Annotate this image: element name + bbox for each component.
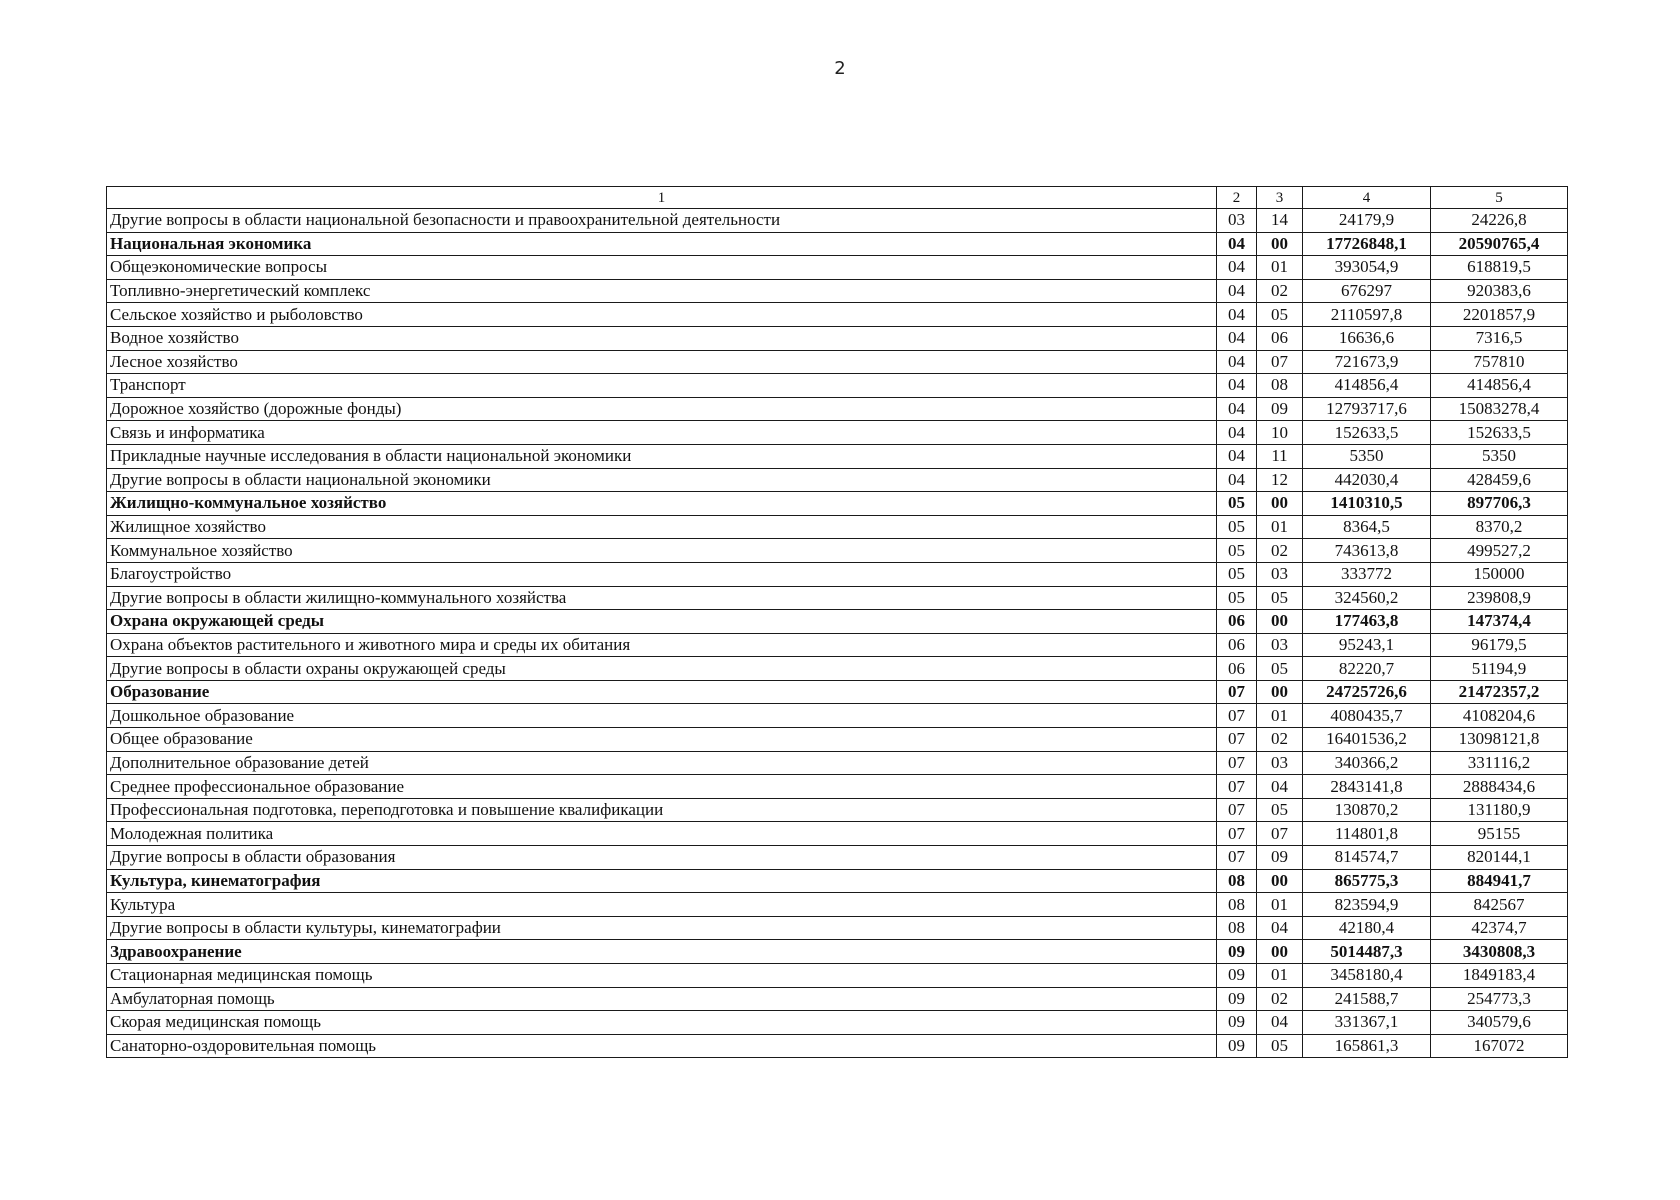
row-name-cell: Связь и информатика <box>107 421 1217 445</box>
row-name-cell: Образование <box>107 680 1217 704</box>
row-section-code-cell: 04 <box>1217 326 1257 350</box>
row-name-cell: Национальная экономика <box>107 232 1217 256</box>
row-name-cell: Лесное хозяйство <box>107 350 1217 374</box>
table-section-row <box>107 940 1568 964</box>
row-name-cell: Профессиональная подготовка, переподготовка и повышение квалификации <box>107 798 1217 822</box>
row-subsection-code-cell: 04 <box>1257 916 1303 940</box>
row-subsection-code-cell: 11 <box>1257 444 1303 468</box>
table-section-row <box>107 610 1568 634</box>
row-subsection-code-cell: 06 <box>1257 326 1303 350</box>
row-subsection-code-cell: 05 <box>1257 798 1303 822</box>
row-section-code-cell: 06 <box>1217 657 1257 681</box>
row-value-col4-cell: 865775,3 <box>1303 869 1431 893</box>
row-value-col4-cell: 814574,7 <box>1303 846 1431 870</box>
row-value-col4-cell: 8364,5 <box>1303 515 1431 539</box>
row-value-col5-cell: 150000 <box>1431 562 1568 586</box>
row-value-col5-cell: 152633,5 <box>1431 421 1568 445</box>
table-body <box>107 209 1568 1058</box>
row-name-cell: Другие вопросы в области охраны окружающей среды <box>107 657 1217 681</box>
row-name-cell: Дорожное хозяйство (дорожные фонды) <box>107 397 1217 421</box>
row-subsection-code-cell: 01 <box>1257 893 1303 917</box>
row-value-col5-cell: 3430808,3 <box>1431 940 1568 964</box>
table-row <box>107 256 1568 280</box>
row-value-col5-cell: 920383,6 <box>1431 279 1568 303</box>
row-section-code-cell: 09 <box>1217 964 1257 988</box>
row-subsection-code-cell: 04 <box>1257 1011 1303 1035</box>
table-section-row <box>107 492 1568 516</box>
row-value-col5-cell: 20590765,4 <box>1431 232 1568 256</box>
row-section-code-cell: 09 <box>1217 1011 1257 1035</box>
row-name-cell: Общее образование <box>107 728 1217 752</box>
row-value-col5-cell: 24226,8 <box>1431 209 1568 233</box>
row-value-col4-cell: 5014487,3 <box>1303 940 1431 964</box>
row-subsection-code-cell: 01 <box>1257 256 1303 280</box>
row-value-col5-cell: 21472357,2 <box>1431 680 1568 704</box>
row-value-col4-cell: 177463,8 <box>1303 610 1431 634</box>
table-row <box>107 728 1568 752</box>
row-section-code-cell: 07 <box>1217 751 1257 775</box>
row-value-col5-cell: 4108204,6 <box>1431 704 1568 728</box>
page-number: 2 <box>834 58 846 79</box>
row-subsection-code-cell: 01 <box>1257 515 1303 539</box>
row-name-cell: Коммунальное хозяйство <box>107 539 1217 563</box>
row-value-col4-cell: 743613,8 <box>1303 539 1431 563</box>
row-section-code-cell: 07 <box>1217 775 1257 799</box>
table-section-row <box>107 680 1568 704</box>
row-subsection-code-cell: 07 <box>1257 350 1303 374</box>
table-row <box>107 397 1568 421</box>
row-value-col5-cell: 897706,3 <box>1431 492 1568 516</box>
row-subsection-code-cell: 05 <box>1257 1034 1303 1058</box>
row-value-col5-cell: 5350 <box>1431 444 1568 468</box>
row-section-code-cell: 04 <box>1217 374 1257 398</box>
row-subsection-code-cell: 07 <box>1257 822 1303 846</box>
row-value-col4-cell: 24725726,6 <box>1303 680 1431 704</box>
row-section-code-cell: 04 <box>1217 303 1257 327</box>
row-value-col5-cell: 96179,5 <box>1431 633 1568 657</box>
header-col-2: 2 <box>1217 187 1257 209</box>
row-name-cell: Благоустройство <box>107 562 1217 586</box>
row-value-col4-cell: 5350 <box>1303 444 1431 468</box>
row-value-col4-cell: 17726848,1 <box>1303 232 1431 256</box>
row-value-col4-cell: 823594,9 <box>1303 893 1431 917</box>
row-section-code-cell: 05 <box>1217 492 1257 516</box>
row-value-col5-cell: 42374,7 <box>1431 916 1568 940</box>
row-subsection-code-cell: 05 <box>1257 586 1303 610</box>
row-value-col4-cell: 676297 <box>1303 279 1431 303</box>
header-col-3: 3 <box>1257 187 1303 209</box>
row-subsection-code-cell: 02 <box>1257 539 1303 563</box>
table-row <box>107 1011 1568 1035</box>
row-value-col4-cell: 721673,9 <box>1303 350 1431 374</box>
row-subsection-code-cell: 00 <box>1257 610 1303 634</box>
row-section-code-cell: 03 <box>1217 209 1257 233</box>
row-subsection-code-cell: 10 <box>1257 421 1303 445</box>
row-value-col5-cell: 499527,2 <box>1431 539 1568 563</box>
row-value-col4-cell: 2843141,8 <box>1303 775 1431 799</box>
row-name-cell: Другие вопросы в области культуры, кинематографии <box>107 916 1217 940</box>
row-value-col5-cell: 51194,9 <box>1431 657 1568 681</box>
row-subsection-code-cell: 14 <box>1257 209 1303 233</box>
table-row <box>107 916 1568 940</box>
row-name-cell: Общеэкономические вопросы <box>107 256 1217 280</box>
row-value-col4-cell: 331367,1 <box>1303 1011 1431 1035</box>
row-subsection-code-cell: 01 <box>1257 704 1303 728</box>
row-subsection-code-cell: 03 <box>1257 751 1303 775</box>
row-subsection-code-cell: 01 <box>1257 964 1303 988</box>
table-header-row <box>107 187 1568 209</box>
row-value-col4-cell: 82220,7 <box>1303 657 1431 681</box>
table-row <box>107 987 1568 1011</box>
row-subsection-code-cell: 05 <box>1257 657 1303 681</box>
row-name-cell: Стационарная медицинская помощь <box>107 964 1217 988</box>
row-name-cell: Жилищное хозяйство <box>107 515 1217 539</box>
row-value-col5-cell: 340579,6 <box>1431 1011 1568 1035</box>
table-section-row <box>107 869 1568 893</box>
row-value-col4-cell: 340366,2 <box>1303 751 1431 775</box>
row-value-col5-cell: 1849183,4 <box>1431 964 1568 988</box>
table-row <box>107 704 1568 728</box>
row-subsection-code-cell: 05 <box>1257 303 1303 327</box>
row-value-col4-cell: 333772 <box>1303 562 1431 586</box>
row-subsection-code-cell: 00 <box>1257 680 1303 704</box>
row-value-col4-cell: 16401536,2 <box>1303 728 1431 752</box>
row-name-cell: Сельское хозяйство и рыболовство <box>107 303 1217 327</box>
table-row <box>107 515 1568 539</box>
row-value-col4-cell: 393054,9 <box>1303 256 1431 280</box>
row-value-col5-cell: 428459,6 <box>1431 468 1568 492</box>
row-value-col4-cell: 241588,7 <box>1303 987 1431 1011</box>
row-subsection-code-cell: 02 <box>1257 728 1303 752</box>
row-subsection-code-cell: 02 <box>1257 279 1303 303</box>
row-name-cell: Культура, кинематография <box>107 869 1217 893</box>
row-value-col5-cell: 884941,7 <box>1431 869 1568 893</box>
row-section-code-cell: 06 <box>1217 633 1257 657</box>
row-name-cell: Жилищно-коммунальное хозяйство <box>107 492 1217 516</box>
row-value-col4-cell: 152633,5 <box>1303 421 1431 445</box>
table-row <box>107 421 1568 445</box>
header-col-4: 4 <box>1303 187 1431 209</box>
row-subsection-code-cell: 03 <box>1257 562 1303 586</box>
table-row <box>107 1034 1568 1058</box>
row-value-col5-cell: 331116,2 <box>1431 751 1568 775</box>
row-name-cell: Водное хозяйство <box>107 326 1217 350</box>
table-section-row <box>107 232 1568 256</box>
row-section-code-cell: 08 <box>1217 916 1257 940</box>
row-name-cell: Охрана объектов растительного и животного мира и среды их обитания <box>107 633 1217 657</box>
row-value-col4-cell: 2110597,8 <box>1303 303 1431 327</box>
row-value-col5-cell: 239808,9 <box>1431 586 1568 610</box>
table-row <box>107 775 1568 799</box>
row-value-col4-cell: 42180,4 <box>1303 916 1431 940</box>
row-name-cell: Другие вопросы в области образования <box>107 846 1217 870</box>
row-subsection-code-cell: 00 <box>1257 232 1303 256</box>
row-name-cell: Топливно-энергетический комплекс <box>107 279 1217 303</box>
row-section-code-cell: 07 <box>1217 680 1257 704</box>
table-row <box>107 468 1568 492</box>
table-row <box>107 303 1568 327</box>
row-section-code-cell: 05 <box>1217 515 1257 539</box>
row-value-col5-cell: 7316,5 <box>1431 326 1568 350</box>
row-section-code-cell: 04 <box>1217 444 1257 468</box>
row-subsection-code-cell: 08 <box>1257 374 1303 398</box>
row-value-col4-cell: 165861,3 <box>1303 1034 1431 1058</box>
row-section-code-cell: 04 <box>1217 279 1257 303</box>
row-name-cell: Другие вопросы в области жилищно-коммунального хозяйства <box>107 586 1217 610</box>
table-row <box>107 846 1568 870</box>
row-name-cell: Прикладные научные исследования в области национальной экономики <box>107 444 1217 468</box>
budget-table <box>106 186 1568 1058</box>
row-value-col4-cell: 324560,2 <box>1303 586 1431 610</box>
row-section-code-cell: 07 <box>1217 704 1257 728</box>
table-row <box>107 751 1568 775</box>
row-value-col5-cell: 2888434,6 <box>1431 775 1568 799</box>
row-value-col4-cell: 1410310,5 <box>1303 492 1431 516</box>
row-section-code-cell: 04 <box>1217 468 1257 492</box>
header-col-5: 5 <box>1431 187 1568 209</box>
row-value-col5-cell: 414856,4 <box>1431 374 1568 398</box>
row-name-cell: Амбулаторная помощь <box>107 987 1217 1011</box>
row-name-cell: Скорая медицинская помощь <box>107 1011 1217 1035</box>
row-name-cell: Культура <box>107 893 1217 917</box>
table-row <box>107 350 1568 374</box>
row-value-col4-cell: 12793717,6 <box>1303 397 1431 421</box>
row-value-col5-cell: 147374,4 <box>1431 610 1568 634</box>
row-value-col5-cell: 820144,1 <box>1431 846 1568 870</box>
row-value-col5-cell: 95155 <box>1431 822 1568 846</box>
row-value-col4-cell: 114801,8 <box>1303 822 1431 846</box>
row-subsection-code-cell: 00 <box>1257 940 1303 964</box>
row-value-col5-cell: 131180,9 <box>1431 798 1568 822</box>
row-value-col5-cell: 13098121,8 <box>1431 728 1568 752</box>
row-section-code-cell: 07 <box>1217 728 1257 752</box>
row-value-col5-cell: 15083278,4 <box>1431 397 1568 421</box>
row-subsection-code-cell: 04 <box>1257 775 1303 799</box>
row-subsection-code-cell: 09 <box>1257 397 1303 421</box>
row-section-code-cell: 04 <box>1217 350 1257 374</box>
table-row <box>107 562 1568 586</box>
table-row <box>107 798 1568 822</box>
row-value-col5-cell: 167072 <box>1431 1034 1568 1058</box>
row-section-code-cell: 08 <box>1217 893 1257 917</box>
row-value-col5-cell: 2201857,9 <box>1431 303 1568 327</box>
row-value-col5-cell: 254773,3 <box>1431 987 1568 1011</box>
table-row <box>107 374 1568 398</box>
row-section-code-cell: 08 <box>1217 869 1257 893</box>
row-subsection-code-cell: 03 <box>1257 633 1303 657</box>
row-section-code-cell: 05 <box>1217 562 1257 586</box>
row-value-col4-cell: 95243,1 <box>1303 633 1431 657</box>
row-section-code-cell: 07 <box>1217 846 1257 870</box>
row-value-col4-cell: 24179,9 <box>1303 209 1431 233</box>
table-row <box>107 822 1568 846</box>
table-row <box>107 964 1568 988</box>
row-section-code-cell: 09 <box>1217 940 1257 964</box>
row-section-code-cell: 04 <box>1217 397 1257 421</box>
row-value-col5-cell: 842567 <box>1431 893 1568 917</box>
row-value-col5-cell: 757810 <box>1431 350 1568 374</box>
table-row <box>107 893 1568 917</box>
row-name-cell: Молодежная политика <box>107 822 1217 846</box>
row-subsection-code-cell: 02 <box>1257 987 1303 1011</box>
row-value-col5-cell: 618819,5 <box>1431 256 1568 280</box>
row-section-code-cell: 05 <box>1217 586 1257 610</box>
row-name-cell: Охрана окружающей среды <box>107 610 1217 634</box>
row-name-cell: Среднее профессиональное образование <box>107 775 1217 799</box>
row-name-cell: Другие вопросы в области национальной экономики <box>107 468 1217 492</box>
table-row <box>107 326 1568 350</box>
row-name-cell: Транспорт <box>107 374 1217 398</box>
table-row <box>107 586 1568 610</box>
row-subsection-code-cell: 09 <box>1257 846 1303 870</box>
row-value-col5-cell: 8370,2 <box>1431 515 1568 539</box>
table-row <box>107 657 1568 681</box>
table-row <box>107 633 1568 657</box>
table-row <box>107 279 1568 303</box>
row-name-cell: Другие вопросы в области национальной безопасности и правоохранительной деятельности <box>107 209 1217 233</box>
row-section-code-cell: 07 <box>1217 798 1257 822</box>
row-name-cell: Санаторно-оздоровительная помощь <box>107 1034 1217 1058</box>
table-row <box>107 539 1568 563</box>
header-col-1: 1 <box>107 187 1217 209</box>
table-row <box>107 209 1568 233</box>
row-section-code-cell: 04 <box>1217 256 1257 280</box>
row-name-cell: Здравоохранение <box>107 940 1217 964</box>
row-section-code-cell: 09 <box>1217 1034 1257 1058</box>
row-value-col4-cell: 16636,6 <box>1303 326 1431 350</box>
row-value-col4-cell: 3458180,4 <box>1303 964 1431 988</box>
row-section-code-cell: 05 <box>1217 539 1257 563</box>
row-section-code-cell: 04 <box>1217 232 1257 256</box>
row-value-col4-cell: 442030,4 <box>1303 468 1431 492</box>
row-subsection-code-cell: 00 <box>1257 492 1303 516</box>
row-section-code-cell: 04 <box>1217 421 1257 445</box>
row-value-col4-cell: 4080435,7 <box>1303 704 1431 728</box>
row-name-cell: Дошкольное образование <box>107 704 1217 728</box>
row-subsection-code-cell: 00 <box>1257 869 1303 893</box>
row-name-cell: Дополнительное образование детей <box>107 751 1217 775</box>
row-section-code-cell: 07 <box>1217 822 1257 846</box>
row-subsection-code-cell: 12 <box>1257 468 1303 492</box>
row-section-code-cell: 09 <box>1217 987 1257 1011</box>
row-value-col4-cell: 414856,4 <box>1303 374 1431 398</box>
row-value-col4-cell: 130870,2 <box>1303 798 1431 822</box>
row-section-code-cell: 06 <box>1217 610 1257 634</box>
table-row <box>107 444 1568 468</box>
